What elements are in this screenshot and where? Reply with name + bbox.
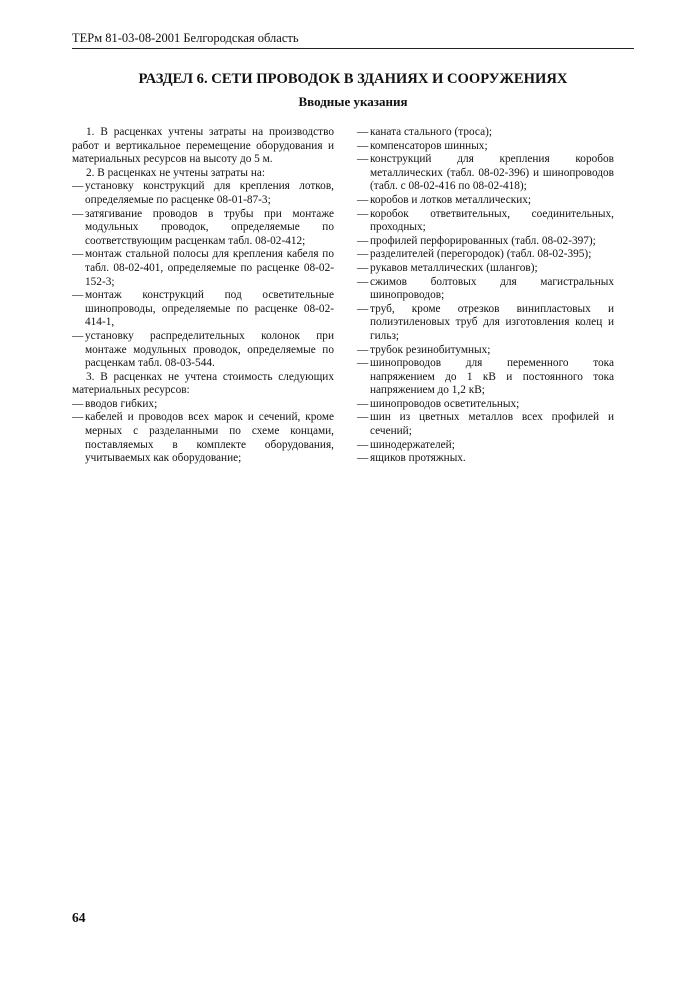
list-item [357, 411, 614, 438]
list-item [72, 398, 334, 412]
paragraph-2: 2. В расценках не учтены затраты на: [86, 166, 266, 179]
list-item [357, 140, 614, 154]
dash-marker: — [72, 248, 84, 261]
running-header [72, 30, 634, 49]
list-item [72, 411, 334, 465]
dash-marker: — [357, 261, 369, 274]
list-item-text: сжимов болтовых для магистральных шинопроводов; [370, 275, 614, 302]
list-item [357, 248, 614, 262]
dash-marker: — [357, 234, 369, 247]
dash-marker: — [357, 153, 369, 166]
dash-marker: — [72, 207, 84, 220]
list-item [357, 194, 614, 208]
running-header-text: ТЕРм 81-03-08-2001 Белгородская область [72, 31, 299, 45]
list-item [72, 248, 334, 289]
dash-marker: — [72, 180, 84, 193]
list-item-text: монтаж стальной полосы для крепления кабеля по табл. 08-02-401, определяемые по расценке 08-02-152-3; [85, 248, 334, 288]
section-subtitle: Вводные указания [298, 94, 408, 109]
list-item [72, 180, 334, 207]
dash-marker: — [72, 411, 84, 424]
list-item-text: коробок ответвительных, соединительных, проходных; [370, 207, 614, 234]
dash-marker: — [357, 139, 369, 152]
dash-marker: — [357, 248, 369, 261]
list-item [357, 439, 614, 453]
list-item [357, 357, 614, 398]
page-number: 64 [72, 910, 86, 925]
list-item-text: коробов и лотков металлических; [370, 193, 532, 206]
right-text-column [357, 126, 614, 466]
dash-marker: — [357, 275, 369, 288]
list-item [357, 303, 614, 344]
dash-marker: — [357, 302, 369, 315]
dash-marker: — [357, 452, 369, 465]
list-item-text: трубок резинобитумных; [370, 343, 491, 356]
dash-marker: — [357, 411, 369, 424]
list-item-text: труб, кроме отрезков винипластовых и полиэтиленовых труб для изготовления колец и гильз; [370, 302, 614, 342]
list-item-text: шинопроводов осветительных; [370, 397, 520, 410]
list-item-text: шинодержателей; [370, 438, 455, 451]
list-item [357, 153, 614, 194]
section-title: РАЗДЕЛ 6. СЕТИ ПРОВОДОК В ЗДАНИЯХ И СООРУЖЕНИЯХ [138, 71, 568, 87]
list-item [72, 330, 334, 371]
list-item [357, 398, 614, 412]
dash-marker: — [357, 397, 369, 410]
list-item-text: шинопроводов для переменного тока напряжением до 1 кВ и постоянного тока напряжением до 1,2 кВ; [370, 357, 614, 397]
paragraph-3: 3. В расценках не учтена стоимость следующих материальных ресурсов: [72, 370, 334, 397]
list-item [357, 235, 614, 249]
list-item-text: конструкций для крепления коробов металлических (табл. 08-02-396) и шинопроводов (табл. с 08-02-416 по 08-02-418); [370, 153, 614, 193]
dash-marker: — [357, 438, 369, 451]
dash-marker: — [357, 207, 369, 220]
list-item-text: разделителей (перегородок) (табл. 08-02-395); [370, 248, 592, 261]
list-item-text: кабелей и проводов всех марок и сечений, кроме мерных с разделанными по схеме концами, поставляемых в комплекте оборудования, учитываемых как оборудование; [85, 411, 334, 465]
paragraph-1: 1. В расценках учтены затраты на производство работ и вертикальное перемещение оборудования и материальных ресурсов на высоту до 5 м. [72, 126, 334, 166]
list-item-text: установку распределительных колонок при монтаже модульных проводок, определяемые по расценкам табл. 08-03-544. [85, 329, 334, 370]
list-item [72, 289, 334, 330]
left-text-column [72, 126, 334, 466]
list-item-text: рукавов металлических (шлангов); [370, 261, 538, 274]
list-item [72, 208, 334, 249]
dash-marker: — [72, 397, 84, 410]
list-item-text: каната стального (троса); [370, 126, 493, 138]
dash-marker: — [72, 329, 84, 342]
dash-marker: — [72, 289, 84, 302]
list-item-text: затягивание проводов в трубы при монтаже модульных проводок, определяемые по соответствующим расценкам табл. 08-02-412; [85, 207, 334, 247]
list-item [357, 276, 614, 303]
list-item-text: вводов гибких; [85, 397, 158, 410]
list-item-text: профилей перфорированных (табл. 08-02-397); [370, 234, 596, 247]
list-item-text: установку конструкций для крепления лотков, определяемые по расценке 08-01-87-3; [85, 180, 334, 206]
list-item [357, 126, 614, 140]
list-item-text: шин из цветных металлов всех профилей и сечений; [370, 411, 614, 438]
dash-marker: — [357, 126, 369, 138]
list-item-text: компенсаторов шинных; [370, 139, 488, 152]
list-item [357, 262, 614, 276]
list-item [357, 208, 614, 235]
dash-marker: — [357, 193, 369, 206]
list-item-text: ящиков протяжных. [370, 452, 466, 465]
dash-marker: — [357, 343, 369, 356]
dash-marker: — [357, 357, 369, 370]
list-item [357, 452, 614, 466]
list-item-text: монтаж конструкций под осветительные шинопроводы, определяемые по расценке 08-02-414-1, [85, 289, 334, 329]
list-item [357, 344, 614, 358]
